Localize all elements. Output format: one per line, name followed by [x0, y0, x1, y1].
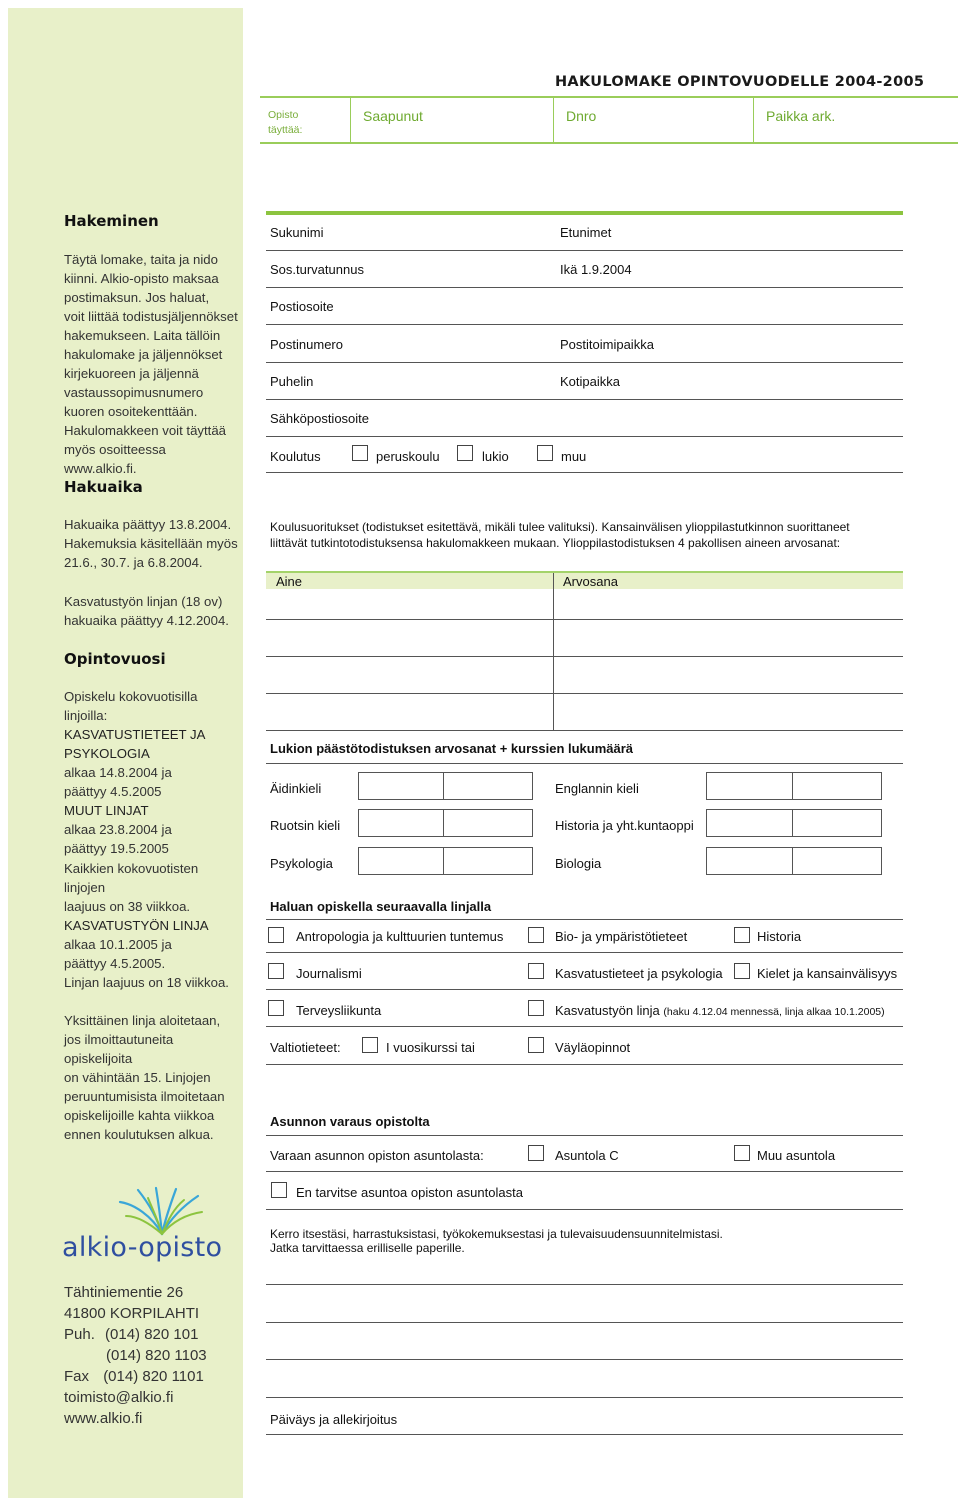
muu-label: muu — [561, 449, 587, 464]
office-bar-top-line — [260, 96, 958, 98]
study-line-heading-line — [266, 919, 903, 920]
office-separator — [350, 98, 351, 142]
study-line-row — [266, 952, 903, 953]
opintovuosi-text: Opiskelu kokovuotisilla linjoilla: KASVATUSTIETEET JA PSYKOLOGIA alkaa 14.8.2004 ja päättyy 4.5.2005 MUUT LINJAT alkaa 23.8.2004 ja päättyy 19.5.2005 — [64, 689, 206, 856]
historia-courses-box[interactable] — [792, 809, 882, 837]
historia-line-checkbox[interactable] — [734, 927, 750, 943]
logo-text: alkio-opisto — [62, 1232, 223, 1263]
hakuaika-heading: Hakuaika — [64, 478, 143, 496]
grades-heading: Lukion päästötodistuksen arvosanat + kurssien lukumäärä — [270, 741, 634, 756]
housing-heading-line — [266, 1135, 903, 1136]
asuntola-c-label: Asuntola C — [555, 1148, 619, 1163]
ruotsi-grade-box[interactable] — [358, 809, 448, 837]
postal-field[interactable] — [266, 362, 903, 363]
office-fill-line1: Opisto — [268, 109, 299, 121]
office-fill-line2: täyttää: — [268, 124, 303, 136]
study-line-row — [266, 989, 903, 990]
psykologia-grade-box[interactable] — [358, 847, 448, 875]
en-tarvitse-label: En tarvitse asuntoa opiston asuntolasta — [296, 1185, 523, 1200]
kasvatustieteet-label: Kasvatustieteet ja psykologia — [555, 966, 723, 981]
biologia-label: Biologia — [555, 856, 602, 871]
asuntola-c-checkbox[interactable] — [528, 1145, 544, 1161]
en-tarvitse-checkbox[interactable] — [271, 1182, 287, 1198]
bio-checkbox[interactable] — [528, 927, 544, 943]
antropologia-checkbox[interactable] — [268, 927, 284, 943]
surname-field[interactable] — [266, 250, 903, 251]
valtiotieteet-label: Valtiotieteet: — [270, 1040, 341, 1055]
historia-label: Historia ja yht.kuntaoppi — [555, 818, 694, 833]
biologia-grade-box[interactable] — [706, 847, 796, 875]
kielet-checkbox[interactable] — [734, 963, 750, 979]
muu-asuntola-label: Muu asuntola — [757, 1148, 836, 1163]
lukio-checkbox[interactable] — [457, 445, 473, 461]
psykologia-label: Psykologia — [270, 856, 333, 871]
section-top-line — [266, 211, 903, 215]
ssn-field[interactable] — [266, 287, 903, 288]
hobbies-line[interactable] — [266, 1359, 903, 1360]
hakuaika-text: Hakuaika päättyy 13.8.2004. Hakemuksia käsitellään myös 21.6., 30.7. ja 6.8.2004. — [64, 517, 238, 570]
bio-label: Bio- ja ympäristötieteet — [555, 929, 688, 944]
study-line-row — [266, 1026, 903, 1027]
education-line — [266, 472, 903, 473]
varaan-label: Varaan asunnon opiston asuntolasta: — [270, 1148, 484, 1163]
hometown-label: Kotipaikka — [560, 374, 620, 389]
dnro-field[interactable]: Dnro — [566, 108, 597, 124]
laajuus-text: Kaikkien kokovuotisten linjojen laajuus on 38 viikkoa. — [64, 861, 199, 914]
signature-label: Päiväys ja allekirjoitus — [270, 1412, 398, 1427]
biologia-courses-box[interactable] — [792, 847, 882, 875]
logo-leaf-icon — [112, 1186, 212, 1236]
age-label: Ikä 1.9.2004 — [560, 262, 632, 277]
grade-header: Arvosana — [563, 574, 618, 589]
englanti-grade-box[interactable] — [706, 772, 796, 800]
results-row[interactable] — [266, 656, 903, 657]
results-row[interactable] — [266, 693, 903, 694]
historia-line-label: Historia — [757, 929, 802, 944]
phone-field[interactable] — [266, 399, 903, 400]
archive-field[interactable]: Paikka ark. — [766, 108, 836, 124]
office-bar-bottom-line — [260, 142, 958, 144]
hakeminen-heading: Hakeminen — [64, 212, 159, 230]
office-separator — [553, 98, 554, 142]
vuosikurssi-checkbox[interactable] — [362, 1037, 378, 1053]
education-label: Koulutus — [270, 449, 321, 464]
ssn-label: Sos.turvatunnus — [270, 262, 364, 277]
phone-label: Puhelin — [270, 374, 314, 389]
hakuaika-kasvatustyo-text: Kasvatustyön linjan (18 ov) hakuaika päättyy 4.12.2004. — [64, 594, 229, 628]
form-title: HAKULOMAKE OPINTOVUODELLE 2004-2005 — [555, 74, 925, 90]
muu-asuntola-checkbox[interactable] — [734, 1145, 750, 1161]
englanti-label: Englannin kieli — [555, 781, 639, 796]
aidinkieli-label: Äidinkieli — [270, 781, 322, 796]
subject-header: Aine — [276, 574, 303, 589]
results-column-divider — [553, 573, 554, 731]
firstname-label: Etunimet — [560, 225, 612, 240]
terveysliikunta-label: Terveysliikunta — [296, 1003, 382, 1018]
email-field[interactable] — [266, 436, 903, 437]
antropologia-label: Antropologia ja kulttuurien tuntemus — [296, 929, 504, 944]
lukio-label: lukio — [482, 449, 509, 464]
hobbies-line[interactable] — [266, 1397, 903, 1398]
hakeminen-text: Täytä lomake, taita ja nido kiinni. Alkio-opisto maksaa postimaksun. Jos haluat, voit liittää todistusjäljennökset hakemukseen. Laita tällöin hakulomake ja jäljennökset kirjekuoreen ja jäljennä vastaussopimusnumero kuoren osoitekenttään. Hakulomakkeen voit täyttää myös osoitteessa www.alkio.fi. — [64, 252, 238, 476]
peruskoulu-label: peruskoulu — [376, 449, 440, 464]
contact-info: Tähtiniementie 26 41800 KORPILAHTI Puh. (014) 820 101 (014) 820 1103 Fax (014) 820 1101 toimisto@alkio.fi www.alkio.fi — [64, 1284, 207, 1427]
address-field[interactable] — [266, 324, 903, 325]
aidinkieli-courses-box[interactable] — [443, 772, 533, 800]
englanti-courses-box[interactable] — [792, 772, 882, 800]
signature-line[interactable] — [266, 1434, 903, 1435]
vuosikurssi-label: I vuosikurssi tai — [386, 1040, 475, 1055]
hobbies-line[interactable] — [266, 1322, 903, 1323]
results-intro: Koulusuoritukset (todistukset esitettävä, mikäli tulee valituksi). Kansainvälisen ylioppilastutkinnon suorittaneet liittävät tutkintotodistuksensa hakulomakkeen mukaan. Ylioppilastodistuksen 4 pakollisen aineen arvosanat: — [270, 520, 850, 550]
hobbies-line[interactable] — [266, 1284, 903, 1285]
email-label: Sähköpostiosoite — [270, 411, 370, 426]
ruotsi-courses-box[interactable] — [443, 809, 533, 837]
muu-checkbox[interactable] — [537, 445, 553, 461]
kasvatustieteet-checkbox[interactable] — [528, 963, 544, 979]
hobbies-instructions: Kerro itsestäsi, harrastuksistasi, työkokemuksestasi ja tulevaisuudensuunnitelmistasi. Jatka tarvittaessa erilliselle paperille. — [270, 1227, 723, 1255]
housing-row — [266, 1171, 903, 1172]
historia-grade-box[interactable] — [706, 809, 796, 837]
results-row[interactable] — [266, 619, 903, 620]
postal-code-label: Postinumero — [270, 337, 343, 352]
kasvatustyo-label: Kasvatustyön linja (haku 4.12.04 mennessä, linja alkaa 10.1.2005) — [555, 1003, 885, 1018]
results-row[interactable] — [266, 730, 903, 731]
office-fill-label — [268, 108, 302, 138]
psykologia-courses-box[interactable] — [443, 847, 533, 875]
surname-label: Sukunimi — [270, 225, 324, 240]
grades-heading-line — [266, 763, 903, 764]
study-line-row — [266, 1064, 903, 1065]
address-label: Postiosoite — [270, 299, 334, 314]
ruotsi-label: Ruotsin kieli — [270, 818, 341, 833]
journalismi-checkbox[interactable] — [268, 963, 284, 979]
vaylaopinnot-label: Väyläopinnot — [555, 1040, 631, 1055]
kasvatustyo-text: KASVATUSTYÖN LINJA alkaa 10.1.2005 ja päättyy 4.5.2005. Linjan laajuus on 18 viikkoa. — [64, 918, 229, 990]
kielet-label: Kielet ja kansainvälisyys — [757, 966, 898, 981]
housing-row — [266, 1209, 903, 1210]
kasvatustyo-checkbox[interactable] — [528, 1000, 544, 1016]
opintovuosi-heading: Opintovuosi — [64, 650, 166, 668]
office-separator — [753, 98, 754, 142]
peruskoulu-checkbox[interactable] — [352, 445, 368, 461]
journalismi-label: Journalismi — [296, 966, 362, 981]
post-office-label: Postitoimipaikka — [560, 337, 654, 352]
housing-heading: Asunnon varaus opistolta — [270, 1114, 430, 1129]
aidinkieli-grade-box[interactable] — [358, 772, 448, 800]
vaylaopinnot-checkbox[interactable] — [528, 1037, 544, 1053]
received-field[interactable]: Saapunut — [363, 108, 423, 124]
terveysliikunta-checkbox[interactable] — [268, 1000, 284, 1016]
study-line-heading: Haluan opiskella seuraavalla linjalla — [270, 899, 492, 914]
yksittainen-text: Yksittäinen linja aloitetaan, jos ilmoittautuneita opiskelijoita on vähintään 15. Linjojen peruuntumisista ilmoitetaan opiskelijoille kahta viikkoa ennen koulutuksen alkua. — [64, 1013, 225, 1142]
